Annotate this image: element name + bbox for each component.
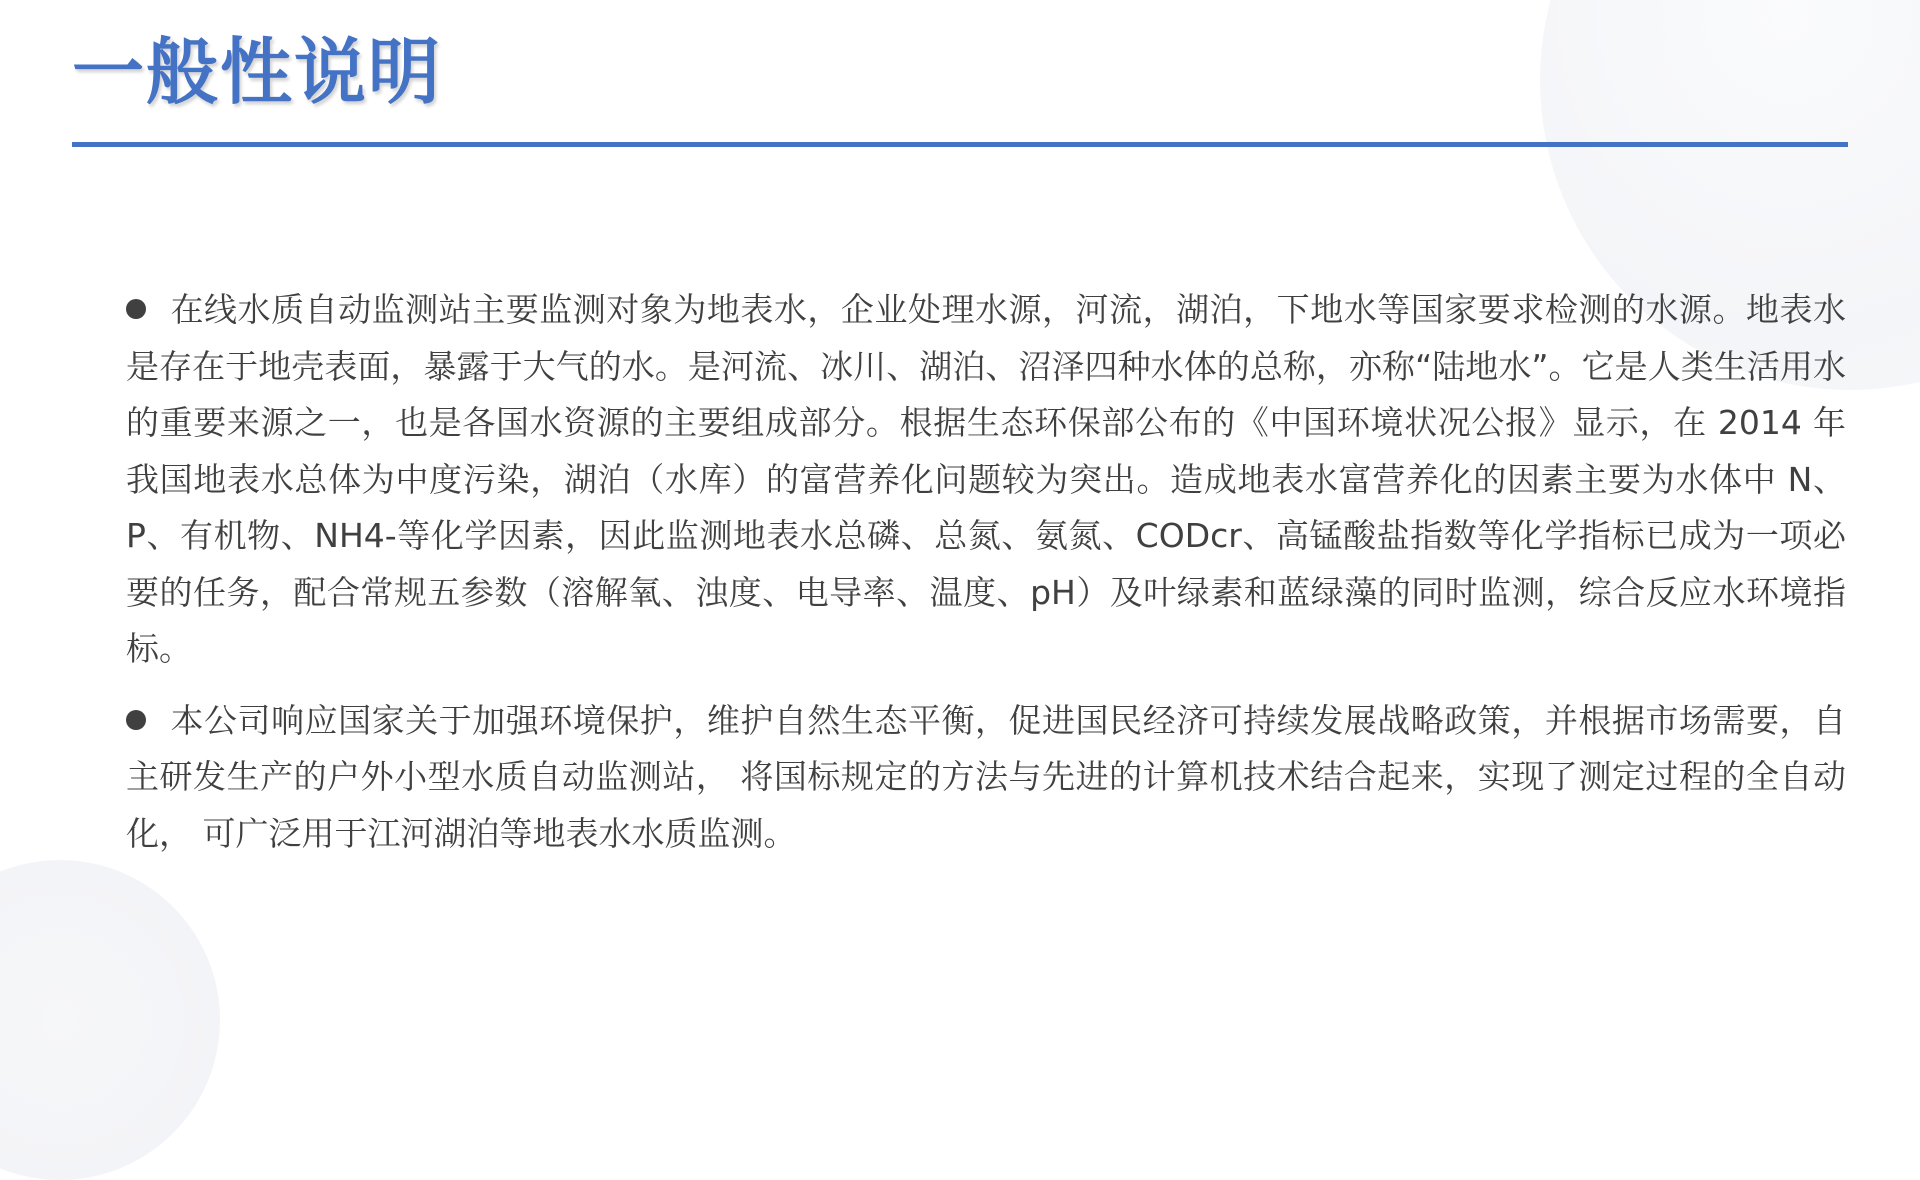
body-content [126,282,1846,877]
page-title: 一般性说明 [72,30,443,114]
bullet-icon [126,299,146,319]
paragraph-text: 在线水质自动监测站主要监测对象为地表水，企业处理水源，河流，湖泊，下地水等国家要求检测的水源。地表水是存在于地壳表面，暴露于大气的水。是河流、冰川、湖泊、沼泽四种水体的总称，亦称“陆地水”。它是人类生活用水的重要来源之一，也是各国水资源的主要组成部分。根据生态环保部公布的《中国环境状况公报》显示，在 2014 年我国地表水总体为中度污染，湖泊（水库）的富营养化问题较为突出。造成地表水富营养化的因素主要为水体中 N、P、有机物、NH4-等化学因素，因此监测地表水总磷、总氮、氨氮、CODcr、高锰酸盐指数等化学指标已成为一项必要的任务，配合常规五参数（溶解氧、浊度、电导率、温度、pH）及叶绿素和蓝绿藻的同时监测，综合反应水环境指标。 [126,290,1846,668]
background-circle-decoration [0,860,220,1180]
paragraph-item [126,693,1846,863]
paragraph-item [126,282,1846,678]
bullet-icon [126,710,146,730]
title-divider [72,142,1848,147]
paragraph-text: 本公司响应国家关于加强环境保护，维护自然生态平衡，促进国民经济可持续发展战略政策，并根据市场需要，自主研发生产的户外小型水质自动监测站， 将国标规定的方法与先进的计算机技术结合起来，实现了测定过程的全自动化， 可广泛用于江河湖泊等地表水水质监测。 [126,700,1846,853]
